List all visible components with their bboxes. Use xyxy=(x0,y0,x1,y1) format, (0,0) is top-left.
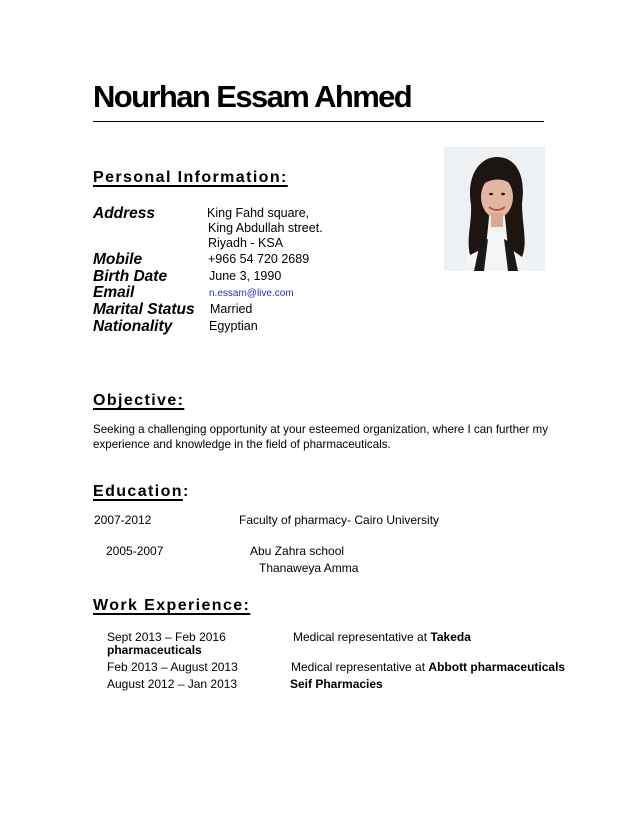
work-role-prefix-2: Medical representative at xyxy=(291,660,429,674)
education-years-2: 2005-2007 xyxy=(106,544,164,558)
work-role-prefix-1: Medical representative at xyxy=(293,630,431,644)
work-dates-1: Sept 2013 – Feb 2016 xyxy=(107,630,226,644)
work-company-2: Abbott pharmaceuticals xyxy=(428,660,566,674)
email-link[interactable]: n.essam@live.com xyxy=(209,288,294,299)
work-dates-3: August 2012 – Jan 2013 xyxy=(107,677,238,691)
nationality-value: Egyptian xyxy=(209,319,258,333)
email-label: Email xyxy=(93,284,135,301)
education-institution-1: Faculty of pharmacy- Cairo University xyxy=(239,513,440,527)
work-company-3: Seif Pharmacies xyxy=(290,677,383,691)
birth-date-value: June 3, 1990 xyxy=(209,269,282,283)
objective-text: Seeking a challenging opportunity at your esteemed organization, where I can further my experience and knowledge in the field of pharmaceuticals. xyxy=(93,423,548,451)
work-role-2 xyxy=(291,660,565,675)
header-divider xyxy=(93,121,544,122)
marital-status-value: Married xyxy=(210,302,253,316)
candidate-name: Nourhan Essam Ahmed xyxy=(93,79,412,114)
work-role-1 xyxy=(293,630,471,645)
marital-status-label: Marital Status xyxy=(93,301,195,318)
section-title-education xyxy=(93,482,188,501)
address-line-3: Riyadh - KSA xyxy=(208,236,284,250)
address-label: Address xyxy=(93,205,156,222)
mobile-value: +966 54 720 2689 xyxy=(208,252,310,266)
education-colon: : xyxy=(182,483,189,500)
education-years-1: 2007-2012 xyxy=(94,513,152,527)
education-degree-2: Thanaweya Amma xyxy=(259,561,359,575)
mobile-label: Mobile xyxy=(93,251,143,268)
section-title-work-experience: Work Experience: xyxy=(93,597,251,614)
birth-date-label: Birth Date xyxy=(93,268,168,285)
nationality-label: Nationality xyxy=(93,318,173,335)
address-line-2: King Abdullah street. xyxy=(208,221,323,235)
work-company-1: Takeda xyxy=(430,630,471,644)
education-heading: Education xyxy=(93,483,183,500)
work-dates-2: Feb 2013 – August 2013 xyxy=(107,660,238,674)
section-title-personal-information: Personal Information: xyxy=(93,169,288,186)
work-company-continuation-1: pharmaceuticals xyxy=(107,643,202,657)
work-role-3 xyxy=(290,677,383,692)
section-title-objective: Objective: xyxy=(93,392,185,409)
profile-photo xyxy=(444,147,545,271)
address-line-1: King Fahd square, xyxy=(207,206,310,220)
education-institution-2: Abu Zahra school xyxy=(250,544,345,558)
